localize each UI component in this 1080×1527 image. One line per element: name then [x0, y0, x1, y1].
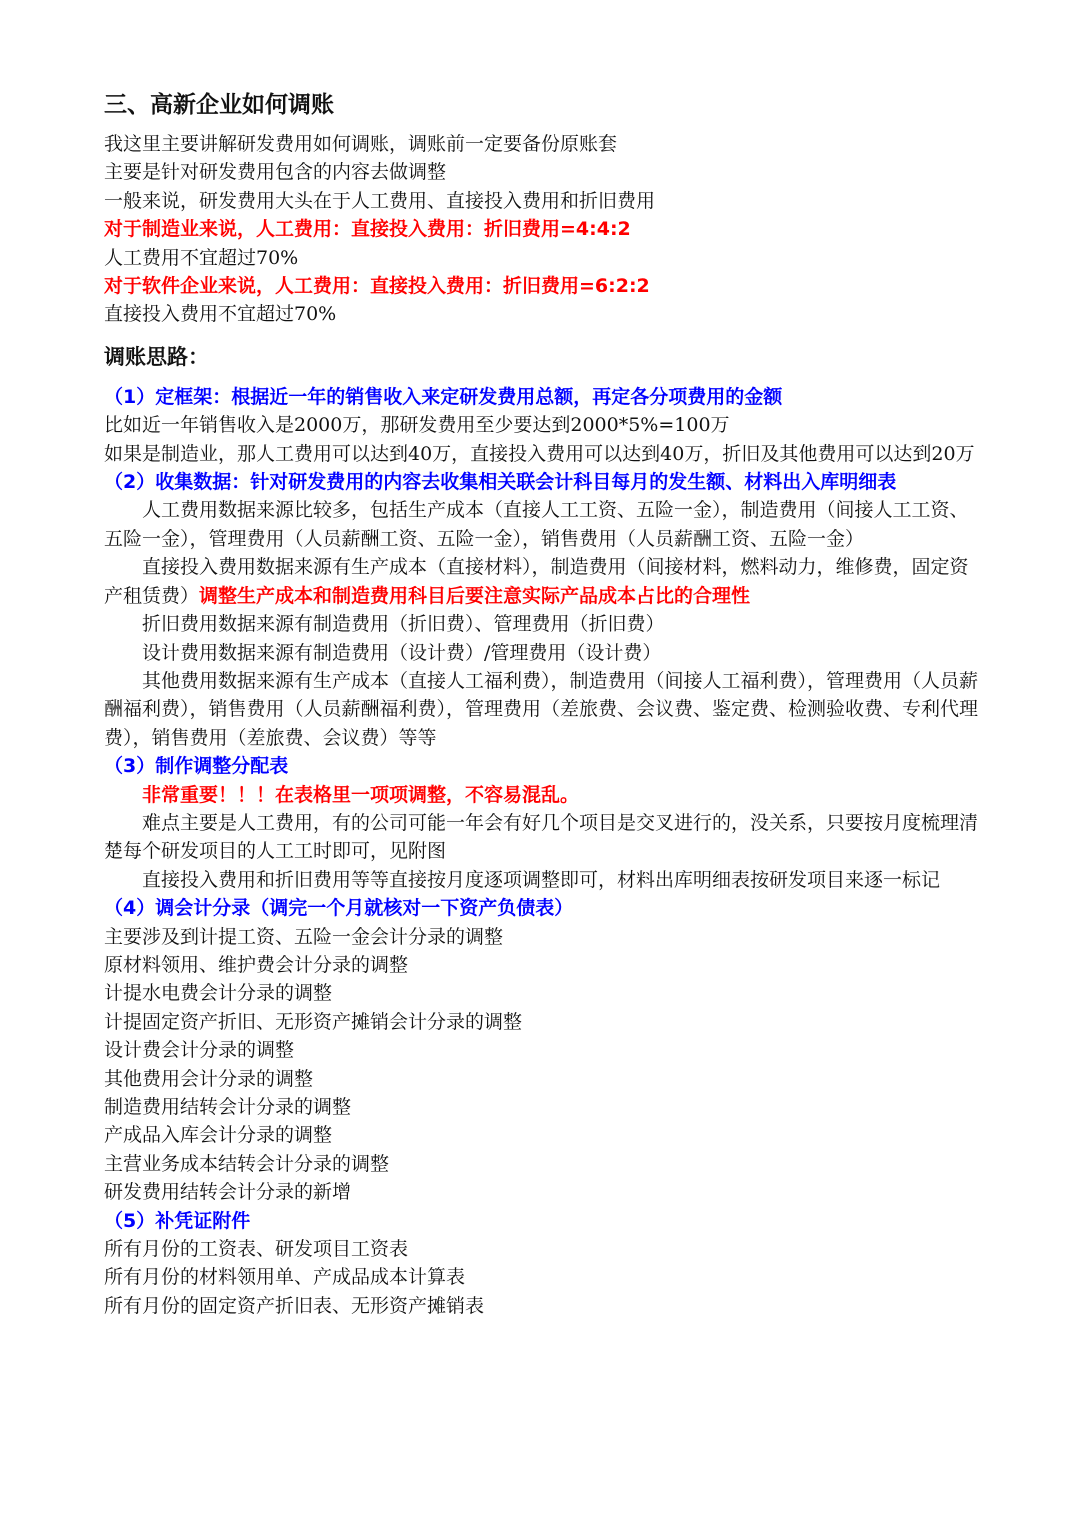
step2-direct	[104, 553, 984, 610]
step5-item: 所有月份的材料领用单、产成品成本计算表	[104, 1266, 466, 1289]
limit-software: 直接投入费用不宜超过70%	[104, 303, 337, 326]
step2-labor: 人工费用数据来源比较多，包括生产成本（直接人工工资、五险一金），制造费用（间接人工工资、五险一金），管理费用（人员薪酬工资、五险一金），销售费用（人员薪酬工资、五险一金）	[104, 499, 969, 550]
step1-title: （1）定框架：根据近一年的销售收入来定研发费用总额，再定各分项费用的金额	[104, 385, 783, 408]
step4-item: 研发费用结转会计分录的新增	[104, 1181, 352, 1204]
step2-direct-main: 直接投入费用数据来源有生产成本（直接材料），制造费用（间接材料，燃料动力，维修费，固定资产租赁费）	[104, 556, 969, 607]
ratio-software: 对于软件企业来说，人工费用：直接投入费用：折旧费用=6:2:2	[104, 275, 650, 298]
step4-item: 其他费用会计分录的调整	[104, 1067, 314, 1090]
step4-item: 计提固定资产折旧、无形资产摊销会计分录的调整	[104, 1010, 523, 1033]
step3-paragraph-2: 直接投入费用和折旧费用等等直接按月度逐项调整即可，材料出库明细表按研发项目来逐一标记	[142, 868, 941, 891]
step3-title: （3）制作调整分配表	[104, 755, 289, 778]
step4-item: 设计费会计分录的调整	[104, 1039, 295, 1062]
approach-title: 调账思路：	[104, 344, 209, 369]
ratio-manufacturing: 对于制造业来说，人工费用：直接投入费用：折旧费用=4:4:2	[104, 218, 631, 241]
step2-design: 设计费用数据来源有制造费用（设计费）/管理费用（设计费）	[142, 641, 662, 664]
limit-manufacturing: 人工费用不宜超过70%	[104, 246, 299, 269]
step4-item: 主营业务成本结转会计分录的调整	[104, 1152, 390, 1175]
step2-direct-note: 调整生产成本和制造费用科目后要注意实际产品成本占比的合理性	[199, 584, 751, 607]
step2-depreciation: 折旧费用数据来源有制造费用（折旧费）、管理费用（折旧费）	[142, 613, 665, 636]
step4-title: （4）调会计分录（调完一个月就核对一下资产负债表）	[104, 897, 574, 920]
intro-line-2: 主要是针对研发费用包含的内容去做调整	[104, 161, 447, 184]
section-title: 三、高新企业如何调账	[104, 92, 334, 118]
step4-item: 制造费用结转会计分录的调整	[104, 1096, 352, 1118]
step1-line-1: 比如近一年销售收入是2000万，那研发费用至少要达到2000*5%=100万	[104, 414, 730, 437]
step5-item: 所有月份的固定资产折旧表、无形资产摊销表	[104, 1294, 485, 1317]
step5-title: （5）补凭证附件	[104, 1209, 251, 1232]
step4-item: 主要涉及到计提工资、五险一金会计分录的调整	[104, 925, 504, 948]
intro-line-1: 我这里主要讲解研发费用如何调账，调账前一定要备份原账套	[104, 133, 618, 155]
step2-other: 其他费用数据来源有生产成本（直接人工福利费），制造费用（间接人工福利费），管理费用（人员薪酬福利费），销售费用（人员薪酬福利费），管理费用（差旅费、会议费、鉴定费、检测验收费、专利代理费），销售费用（差旅费、会议费）等等	[104, 669, 979, 749]
step4-item: 原材料领用、维护费会计分录的调整	[104, 953, 409, 976]
step3-paragraph-1: 难点主要是人工费用，有的公司可能一年会有好几个项目是交叉进行的，没关系，只要按月度梳理清楚每个研发项目的人工工时即可，见附图	[104, 811, 979, 863]
intro-line-3: 一般来说，研发费用大头在于人工费用、直接投入费用和折旧费用	[104, 189, 656, 212]
step5-item: 所有月份的工资表、研发项目工资表	[104, 1238, 409, 1261]
step4-item: 计提水电费会计分录的调整	[104, 982, 333, 1005]
step3-warning: 非常重要！！！在表格里一项项调整，不容易混乱。	[142, 783, 580, 806]
step1-line-2: 如果是制造业，那人工费用可以达到40万，直接投入费用可以达到40万，折旧及其他费用可以达到20万	[104, 442, 975, 465]
document-page	[104, 88, 984, 1320]
step4-item: 产成品入库会计分录的调整	[104, 1124, 333, 1147]
step2-title: （2）收集数据：针对研发费用的内容去收集相关联会计科目每月的发生额、材料出入库明细表	[104, 471, 897, 494]
